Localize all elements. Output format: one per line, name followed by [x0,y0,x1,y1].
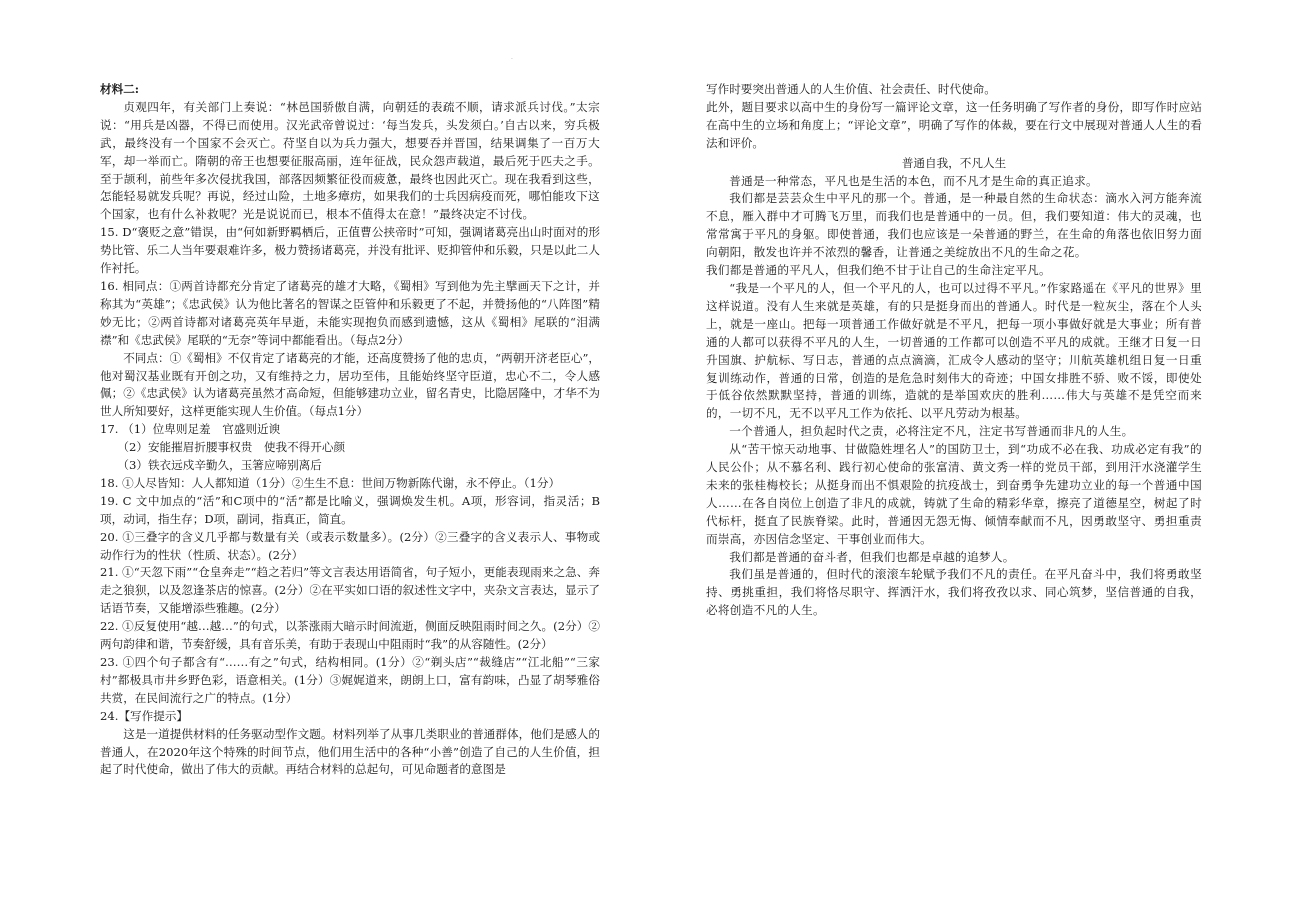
material2-heading: 材料二: [100,82,140,96]
answer-21: 21. ①“天忽下雨”“仓皇奔走”“趋之若归”等文言表达用语简省，句子短小，更能表现雨来之急、奔走之狼狈，以及忽逢茶店的惊喜。(2分）②在平实如口语的叙述性文字中，夹杂文言表达，显示了话语节奏，又能增添些雅趣。(2分） [100,565,600,616]
essay-paragraph: 一个普通人，担负起时代之责，必将注定不凡，注定书写普通而非凡的人生。 [729,424,1134,439]
answer-16-same: 16. 相同点：①两首诗都充分肯定了诸葛亮的雄才大略，《蜀相》写到他为先主擘画天下之计，并称其为“英雄”；《忠武侯》认为他比著名的智谋之臣管仲和乐毅更了不起，并赞扬他的“八阵图”精妙无比；②两首诗都对诸葛亮英年早逝，未能实现抱负而感到遗憾，这从《蜀相》尾联的“泪满襟”和《忠武侯》尾联的“无奈”等词中都能看出。（每点2分） [100,278,600,347]
answer-16-diff: 不同点：①《蜀相》不仅肯定了诸葛亮的才能，还高度赞扬了他的忠贞，“两朝开济老臣心”，他对蜀汉基业既有开创之功，又有维持之力，居功至伟，且能始终坚守臣道，忠心不二，令人感佩；②《忠武侯》认为诸葛亮虽然才高命短，但能够建功立业，留名青史，比隐居隆中，才华不为世人所知要好，这样更能实现人生价值。（每点1分） [100,350,600,419]
answer-22: 22. ①反复使用“越…越…”的句式，以茶涨雨大暗示时间流逝，侧面反映阻雨时间之久。(2分）②两句韵律和谐，节奏舒缓，具有音乐美，有助于表现山中阻雨时“我”的从容随性。(2分） [100,619,600,652]
answer-17-1: 17. （1）位卑则足羞 官盛则近谀 [100,422,281,437]
essay-paragraph: 我们都是普通的奋斗者，但我们也都是卓越的追梦人。 [729,549,1015,564]
essay-paragraph: 我们虽是普通的，但时代的滚滚车轮赋予我们不凡的责任。在平凡奋斗中，我们将勇敢坚持、勇挑重担，我们将恪尽职守、挥洒汗水，我们将孜孜以求、同心筑梦，坚信普通的自我，必将创造不凡的人生。 [706,567,1202,618]
essay-paragraph: 从“苦干惊天动地事、甘做隐姓埋名人”的国防卫士，到“功成不必在我、功成必定有我”的人民公仆；从不慕名利、践行初心使命的张富清、黄文秀一样的党员干部，到用汗水浇灌学生未来的张桂梅校长；从挺身而出不惧艰险的抗疫战士，到奋勇争先建功立业的每一个普通中国人……在各自岗位上创造了非凡的成就，铸就了生命的精彩华章，擦亮了道德星空，树起了时代标杆，挺直了民族脊梁。此时，普通因无怨无悔、倾情奉献而不凡，因勇敢坚守、勇担重责而崇高，亦因信念坚定、干事创业而伟大。 [706,442,1202,546]
essay-paragraph: “我是一个平凡的人，但一个平凡的人，也可以过得不平凡。”作家路遥在《平凡的世界》里这样说道。没有人生来就是英雄，有的只是挺身而出的普通人。时代是一粒灰尘，落在个人头上，就是一座山。把每一项普通工作做好就是不平凡，把每一项小事做好就是大事业；所有普通的人都可以获得不平凡的人生，一切普通的工作都可以创造不平凡的成就。王继才日复一日升国旗、护航标、写日志，普通的点点滴滴，汇成令人感动的坚守；川航英雄机组日复一日重复训练动作，普通的日常，创造的是危急时刻伟大的奇迹；中国女排胜不骄、败不馁，即使处于低谷依然默默坚持，普通的训练，造就的是举国欢庆的胜利……伟大与英雄不是凭空而来的，一切不凡，无不以平凡工作为依托、以平凡劳动为根基。 [706,280,1202,421]
left-column [100,81,600,779]
answer-18: 18. ①人尽皆知：人人都知道（1分）②生生不息：世间万物新陈代谢，永不停止。（1分） [100,475,561,490]
writing-tip-identity: 此外，题目要求以高中生的身份写一篇评论文章，这一任务明确了写作者的身份，即写作时应站在高中生的立场和角度上；“评论文章”，明确了写作的体裁，要在行文中展现对普通人人生的看法和评价。 [706,99,1202,150]
answer-20: 20. ①三叠字的含义几乎都与数量有关（或表示数量多）。(2分）②三叠字的含义表示人、事物或动作行为的性状（性质、状态）。(2分） [100,529,600,562]
material2-translation: 贞观四年，有关部门上奏说：“林邑国骄傲自满，向朝廷的表疏不顺，请求派兵讨伐。”太宗说：“用兵是凶器，不得已而使用。汉光武帝曾说过：‘每当发兵，头发须白。’自古以来，穷兵极武，最终没有一个国家不会灭亡。苻坚自以为兵力强大，想要吞并晋国，结果调集了一百万大军，却一举而亡。隋朝的帝王也想要征服高丽，连年征战，民众怨声载道，最后死于匹夫之手。至于颉利，前些年多次侵扰我国，部落因频繁征役而疲惫，最终也因此灭亡。现在我看到这些，怎能轻易就发兵呢？再说，经过山险，土地多瘴疠，如果我们的士兵因病疫而死，哪怕能攻下这个国家，也有什么补救呢？光是说说而已，根本不值得太在意！”最终决定不讨伐。 [100,99,600,222]
right-column [706,81,1202,620]
answer-24-text: 这是一道提供材料的任务驱动型作文题。材料列举了从事几类职业的普通群体，他们是感人的普通人，在2020年这个特殊的时间节点，他们用生活中的各种“小善”创造了自己的人生价值，担起了时代使命，做出了伟大的贡献。再结合材料的总起句，可见命题者的意图是 [100,726,600,777]
answer-19: 19. C 文中加点的“活”和C项中的“活”都是比喻义，强调焕发生机。A项，形容词，指灵活；B项，动词，指生存；D项，副词，指真正，简直。 [100,493,600,526]
answer-17-3: （3）铁衣远戍辛勤久，玉箸应啼别离后 [117,458,322,473]
answer-23: 23. ①四个句子都含有“……有之”句式，结构相同。(1分）②“剃头店”“裁缝店”“江北船”“三家村”都极具市井乡野色彩，语意相关。(1分）③娓娓道来，朗朗上口，富有韵味，凸显了胡琴雅俗共赏，在民间流行之广的特点。(1分） [100,655,600,705]
essay-title: 普通自我，不凡人生 [901,155,1007,170]
answer-17-2: （2）安能摧眉折腰事权贵 使我不得开心颜 [117,440,346,455]
essay-paragraph: 普通是一种常态，平凡也是生活的本色，而不凡才是生命的真正追求。 [729,173,1098,188]
essay-paragraph: 我们都是芸芸众生中平凡的那一个。普通，是一种最自然的生命状态：滴水入河方能奔流不息，雁入群中才可腾飞万里，而我们也是普通中的一员。但，我们要知道：伟大的灵魂，也常常寓于平凡的身躯。即使普通，我们也应该是一朵普通的野兰，在生命的角落也依旧努力面向朝阳，散发也许并不浓烈的馨香，让普通之美绽放出不凡的生命之花。 [706,191,1202,260]
writing-tip-continued: 写作时要突出普通人的人生价值、社会责任、时代使命。 [706,82,996,96]
essay-paragraph: 我们都是普通的平凡人，但我们绝不甘于让自己的生命注定平凡。 [706,263,1051,278]
answer-15: 15. D“褒贬之意”错误，由“何如新野羁栖后，正值曹公挟帝时”可知，强调诸葛亮出山时面对的形势比管、乐二人当年要艰难许多，极力赞扬诸葛亮，并没有批评、贬抑管仲和乐毅，只是以此二人作衬托。 [100,225,600,276]
answer-24-heading: 24.【写作提示】 [100,708,189,723]
page-mark: · [511,56,513,63]
